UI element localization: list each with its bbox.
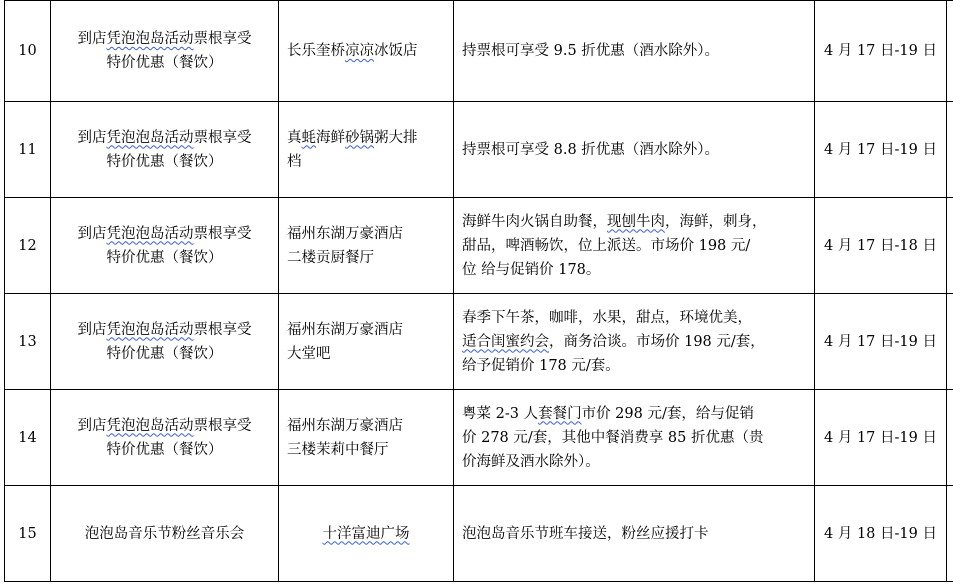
offer-line: 粤菜 2-3 人套餐门市价 298 元/套，给与促销 xyxy=(462,405,754,422)
row-number: 14 xyxy=(5,390,51,486)
date-cell: 4 月 17 日-19 日 xyxy=(815,102,947,198)
offer-line: 适合闺蜜约会，商务洽谈。市场价 198 元/套， xyxy=(462,333,765,350)
offer-line: 甜品，啤酒畅饮，位上派送。市场价 198 元/ xyxy=(462,237,751,254)
row-number: 12 xyxy=(5,198,51,294)
activity-line: 到店凭泡泡岛活动票根享受 xyxy=(77,321,252,338)
table-edge xyxy=(947,198,953,294)
offer-line: 持票根可享受 9.5 折优惠（酒水除外）。 xyxy=(462,43,720,59)
row-number: 11 xyxy=(5,102,51,198)
offer-line: 价海鲜及酒水除外）。 xyxy=(462,453,600,470)
venue-line: 档 xyxy=(287,153,302,170)
row-number: 10 xyxy=(5,1,51,102)
activity-line: 到店凭泡泡岛活动票根享受 xyxy=(77,417,252,434)
venue-line: 福州东湖万豪酒店 xyxy=(287,417,403,434)
table-edge xyxy=(947,102,953,198)
venue-line: 长乐奎桥凉凉冰饭店 xyxy=(287,43,418,59)
activity-line: 到店凭泡泡岛活动票根享受 xyxy=(77,129,252,146)
date-cell: 4 月 17 日-18 日 xyxy=(815,198,947,294)
table-row xyxy=(5,486,953,582)
offer-cell xyxy=(454,294,815,390)
venue-line: 大堂吧 xyxy=(287,345,331,362)
date-cell: 4 月 17 日-19 日 xyxy=(815,1,947,102)
offer-cell xyxy=(454,198,815,294)
venue-line: 三楼茉莉中餐厅 xyxy=(287,441,389,458)
table-edge xyxy=(947,294,953,390)
offer-line: 给予促销价 178 元/套。 xyxy=(462,357,620,374)
row-number: 13 xyxy=(5,294,51,390)
date-cell: 4 月 17 日-19 日 xyxy=(815,390,947,486)
activity-cell xyxy=(51,198,279,294)
events-table xyxy=(4,0,953,582)
offer-line: 海鲜牛肉火锅自助餐，现刨牛肉，海鲜，刺身， xyxy=(462,213,767,230)
table-row xyxy=(5,390,953,486)
venue-line: 二楼贡厨餐厅 xyxy=(287,249,374,266)
venue-line: 十洋富迪广场 xyxy=(322,525,410,542)
offer-cell xyxy=(454,390,815,486)
table-row xyxy=(5,198,953,294)
offer-line: 位 给与促销价 178。 xyxy=(462,261,601,278)
activity-line: 特价优惠（餐饮） xyxy=(106,153,223,170)
activity-line: 特价优惠（餐饮） xyxy=(106,345,223,362)
venue-line: 福州东湖万豪酒店 xyxy=(287,321,403,338)
activity-cell xyxy=(51,102,279,198)
venue-line: 福州东湖万豪酒店 xyxy=(287,225,403,242)
venue-cell xyxy=(279,1,454,102)
date-cell: 4 月 17 日-19 日 xyxy=(815,294,947,390)
venue-cell xyxy=(279,486,454,582)
offer-cell xyxy=(454,486,815,582)
activity-line: 泡泡岛音乐节粉丝音乐会 xyxy=(84,525,245,542)
date-cell: 4 月 18 日-19 日 xyxy=(815,486,947,582)
venue-line: 真蚝海鲜砂锅粥大排 xyxy=(287,129,418,146)
offer-line: 价 278 元/套，其他中餐消费享 85 折优惠（贵 xyxy=(462,429,764,446)
offer-line: 持票根可享受 8.8 折优惠（酒水除外）。 xyxy=(462,141,720,158)
activity-cell xyxy=(51,1,279,102)
activity-line: 特价优惠（餐饮） xyxy=(106,55,223,71)
offer-line: 春季下午茶，咖啡，水果，甜点，环境优美， xyxy=(462,309,752,326)
offer-cell xyxy=(454,1,815,102)
activity-line: 特价优惠（餐饮） xyxy=(106,249,223,266)
table-row xyxy=(5,1,953,102)
venue-cell xyxy=(279,390,454,486)
table-edge xyxy=(947,486,953,582)
activity-line: 特价优惠（餐饮） xyxy=(106,441,223,458)
activity-cell xyxy=(51,294,279,390)
activity-cell xyxy=(51,486,279,582)
table-edge xyxy=(947,390,953,486)
table-row xyxy=(5,294,953,390)
activity-cell xyxy=(51,390,279,486)
venue-cell xyxy=(279,294,454,390)
venue-cell xyxy=(279,102,454,198)
offer-cell xyxy=(454,102,815,198)
offer-line: 泡泡岛音乐节班车接送，粉丝应援打卡 xyxy=(462,525,709,542)
row-number: 15 xyxy=(5,486,51,582)
table-row xyxy=(5,102,953,198)
activity-line: 到店凭泡泡岛活动票根享受 xyxy=(77,225,252,242)
venue-cell xyxy=(279,198,454,294)
activity-line: 到店凭泡泡岛活动票根享受 xyxy=(77,31,252,47)
table-edge xyxy=(947,1,953,102)
